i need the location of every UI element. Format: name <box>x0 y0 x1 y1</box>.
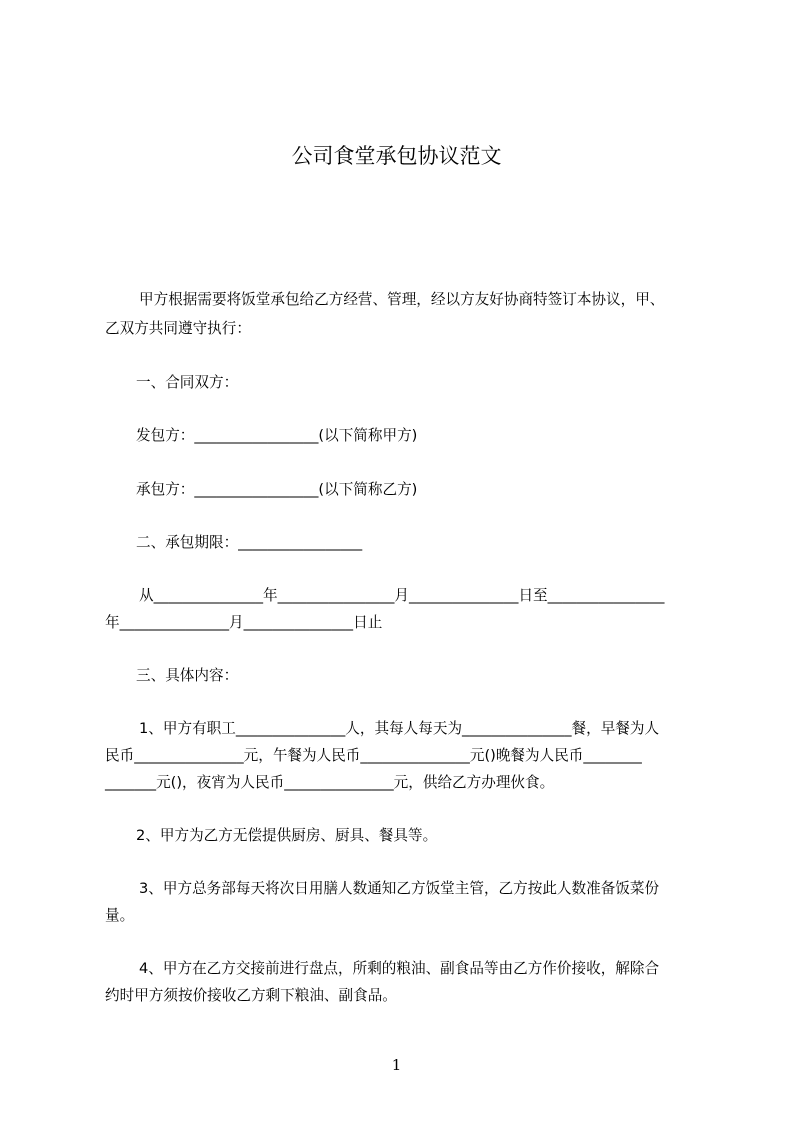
item-4-line-2: 约时甲方须按价接收乙方剩下粮油、副食品。 <box>105 987 397 1004</box>
item-2-line: 2、甲方为乙方无偿提供厨房、厨具、餐具等。 <box>136 827 438 844</box>
period-line-1: 从_______________年________________月_______________日至________________ <box>139 587 665 604</box>
section-heading-parties: 一、合同双方： <box>136 374 239 391</box>
party-a-line: 发包方：_________________(以下简称甲方) <box>136 427 418 444</box>
item-1-line-3: _______元()，夜宵为人民币_______________元，供给乙方办理伙食。 <box>105 774 555 791</box>
party-b-line: 承包方：_________________(以下简称乙方) <box>136 481 418 498</box>
item-3-line-2: 量。 <box>105 907 135 924</box>
item-1-line-2: 民币_______________元，午餐为人民币_______________元()晚餐为人民币________ <box>105 747 642 764</box>
intro-line-1: 甲方根据需要将饭堂承包给乙方经营、管理，经以方友好协商特签订本协议，甲、 <box>139 291 665 308</box>
item-4-line-1: 4、甲方在乙方交接前进行盘点，所剩的粮油、副食品等由乙方作价接收，解除合 <box>139 960 660 977</box>
document-title: 公司食堂承包协议范文 <box>291 144 502 168</box>
section-heading-term: 二、承包期限：_________________ <box>136 534 363 551</box>
item-3-line-1: 3、甲方总务部每天将次日用膳人数通知乙方饭堂主管，乙方按此人数准备饭菜份 <box>139 880 660 897</box>
intro-line-2: 乙双方共同遵守执行： <box>105 320 251 337</box>
period-line-2: 年_______________月_______________日止 <box>105 614 383 631</box>
page-number: 1 <box>391 1056 402 1074</box>
section-heading-content: 三、具体内容： <box>136 667 239 684</box>
item-1-line-1: 1、甲方有职工_______________人，其每人每天为_______________餐，早餐为人 <box>139 720 660 737</box>
